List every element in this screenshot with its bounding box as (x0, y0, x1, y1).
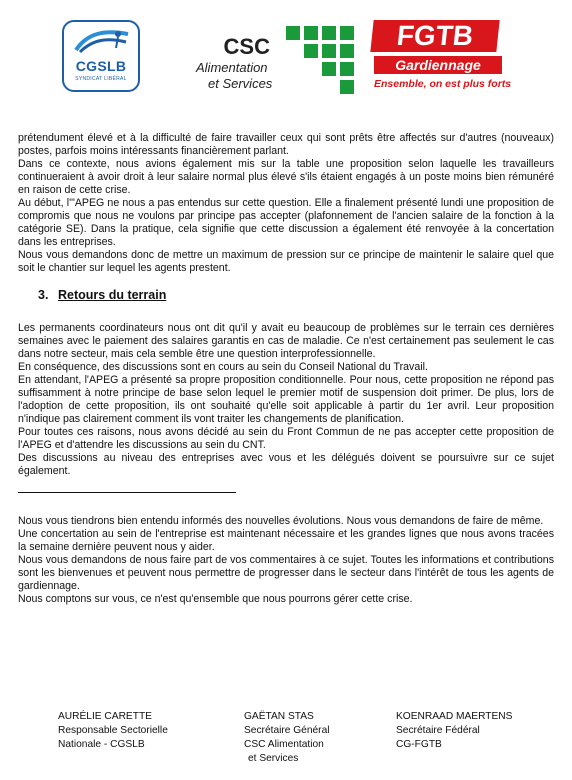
paragraph: Nous comptons sur vous, ce n'est qu'ensemble que nous pourrons gérer cette crise. (18, 593, 413, 605)
divider (18, 492, 236, 493)
signatory-role: et Services (248, 753, 299, 764)
signatory-role: CSC Alimentation (244, 739, 324, 750)
signature-block (58, 710, 168, 752)
csc-logo (196, 20, 356, 100)
paragraph: Dans ce contexte, nous avions également mis sur la table une proposition selon laquelle les travailleurs continueraient à avoir droit à leur salaire normal plus élevé s'ils étaient engagés à un poste moins bien rémunéré en raison de cette crise. (18, 158, 554, 196)
fgtb-logo-sector: Gardiennage (374, 56, 502, 74)
fgtb-logo-slogan: Ensemble, on est plus forts (374, 78, 512, 90)
section-heading (38, 289, 554, 302)
paragraph: En attendant, l'APEG a présenté sa propre proposition conditionnelle. Pour nous, cette proposition ne répond pas suffisamment à notre principe de base selon lequel le premier motif de suspension doit primer. De plus, lors de l'adoption de cette proposition, ils ont souhaité qu'elle soit applicable à partir du 1er avril. Leur proposition n'indique pas clairement comment ils vont traiter les changements de planification. (18, 374, 554, 425)
paragraph: Nous vous demandons donc de mettre un maximum de pression sur ce principe de maintenir le salaire quel que soit le chantier sur lequel les agents prestent. (18, 249, 554, 274)
signatory-role: Secrétaire Général (244, 725, 330, 736)
signatory-name: KOENRAAD MAERTENS (396, 711, 513, 722)
signature-block (396, 710, 512, 752)
paragraph: Nous vous demandons de nous faire part de vos commentaires à ce sujet. Toutes les informations et contributions sont les bienvenues et peuvent nous permettre de progresser dans le secteur dans l'intérêt de tous les agents de gardiennage. (18, 554, 554, 592)
section-title: Retours du terrain (58, 288, 167, 302)
paragraph: prétendument élevé et à la difficulté de faire travailler ceux qui sont prêts être affectés sur d'autres (nouveaux) postes, parfois moins intéressants financièrement parlant. (18, 132, 554, 157)
paragraph: Une concertation au sein de l'entreprise est maintenant nécessaire et les grandes lignes que nous avons tracées la semaine dernière peuvent nous y aider. (18, 528, 554, 553)
signature-block (244, 710, 330, 766)
signatory-name: GAËTAN STAS (244, 711, 314, 722)
cgslb-logo (62, 20, 140, 92)
csc-logo-line2: et Services (208, 76, 273, 91)
fgtb-logo (372, 20, 540, 96)
paragraph: Au début, l'"APEG ne nous a pas entendus sur cette question. Elle a finalement présenté lundi une proposition de compromis que nous ne voulons par principe pas accepter (plafonnement de l'ancien salaire de la fonction à la catégorie SE). Dans la pratique, cela signifie que cette discussion a également été renvoyée à la concertation dans les entreprises. (18, 197, 554, 248)
cgslb-swoosh-icon (72, 28, 132, 54)
csc-logo-acronym: CSC (223, 34, 270, 59)
paragraph: En conséquence, des discussions sont en cours au sein du Conseil National du Travail. (18, 361, 428, 373)
signatory-role: Nationale - CGSLB (58, 739, 145, 750)
signatory-name: AURÉLIE CARETTE (58, 711, 152, 722)
letterhead (0, 16, 572, 116)
signatory-role: Secrétaire Fédéral (396, 725, 480, 736)
cgslb-logo-name: CGSLB (75, 58, 127, 74)
signatory-role: Responsable Sectorielle (58, 725, 168, 736)
section-number: 3. (38, 288, 49, 302)
csc-logo-line1: Alimentation (196, 60, 268, 75)
paragraph: Les permanents coordinateurs nous ont dit qu'il y avait eu beaucoup de problèmes sur le terrain ces dernières semaines avec le paiement des salaires garantis en cas de maladie. Ce n'est certainement pas seulement le cas dans notre secteur, mais cela semble être une question interprofessionnelle. (18, 322, 554, 360)
csc-blocks-icon (280, 24, 356, 96)
paragraph: Pour toutes ces raisons, nous avons décidé au sein du Front Commun de ne pas accepter cette proposition de l'APEG et d'attendre les discussions au sein du CNT. (18, 426, 554, 451)
signatory-role: CG-FGTB (396, 739, 442, 750)
paragraph: Nous vous tiendrons bien entendu informés des nouvelles évolutions. Nous vous demandons de faire de même. (18, 515, 544, 527)
letter-body (18, 132, 554, 606)
cgslb-logo-subtitle: SYNDICAT LIBÉRAL (75, 76, 127, 82)
paragraph: Des discussions au niveau des entreprises avec vous et les délégués doivent se poursuivre sur ce sujet également. (18, 452, 554, 477)
fgtb-logo-acronym: FGTB (370, 20, 499, 52)
